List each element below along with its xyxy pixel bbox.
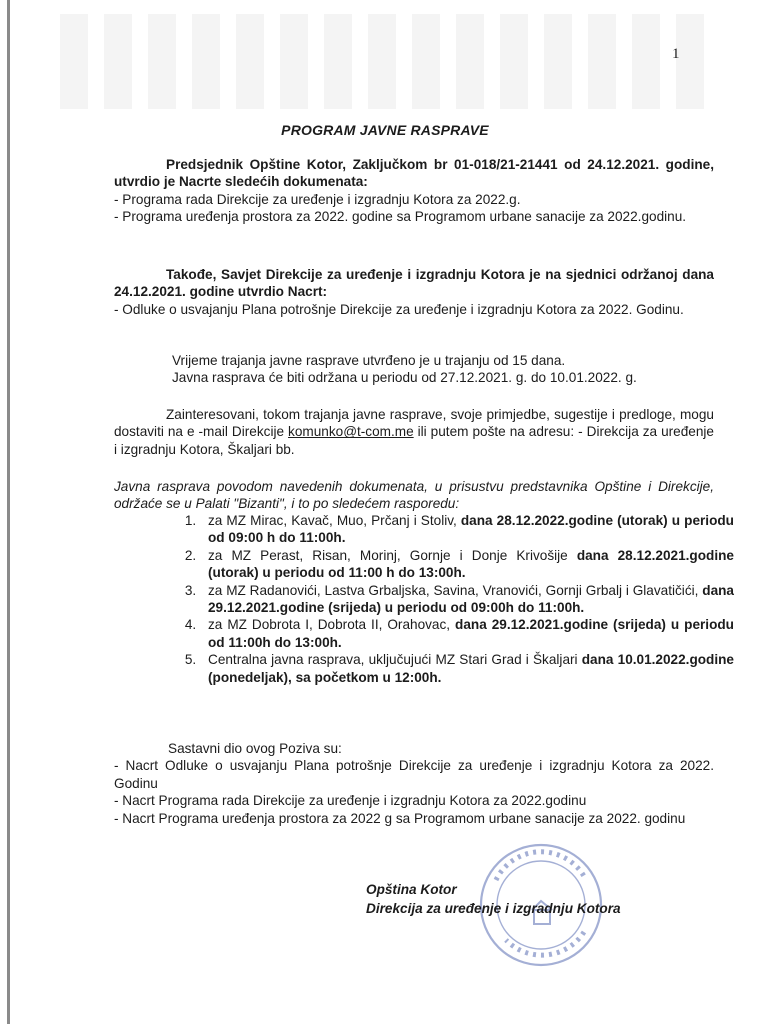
schedule-item: 4. za MZ Dobrota I, Dobrota II, Orahovac, dana 29.12.2021.godine (srijeda) u periodu od 11:00h do 13:00h. — [200, 616, 734, 651]
signature-line-opstina: Opština Kotor — [366, 882, 457, 897]
period-line: Javna rasprava će biti održana u periodu od 27.12.2021. g. do 10.01.2022. g. — [172, 370, 637, 386]
duration-line: Vrijeme trajanja javne rasprave utvrđeno je u trajanju od 15 dana. — [172, 353, 566, 368]
document-title: PROGRAM JAVNE RASPRAVE — [281, 122, 489, 138]
submission-text — [114, 406, 714, 458]
scan-page-edge — [7, 0, 10, 1024]
nacrt-item-program-rada: - Programa rada Direkcije za uređenje i izgradnju Kotora za 2022.g. — [114, 191, 521, 207]
schedule-list — [180, 512, 734, 686]
paragraph-nacrti-intro: Predsjednik Opštine Kotor, Zaključkom br 01-018/21-21441 od 24.12.2021. godine, utvrdio je Nacrte sledećih dokumenata: — [114, 157, 714, 190]
paragraph-savjet-intro: Takođe, Savjet Direkcije za uređenje i izgradnju Kotora je na sjednici održanoj dana 24.12.2021. godine utvrdio Nacrt: — [114, 267, 714, 300]
paragraph-duration — [172, 352, 714, 387]
signature-block — [366, 880, 621, 918]
schedule-item: 3. za MZ Radanovići, Lastva Grbaljska, Savina, Vranovići, Gornji Grbalj i Glavatičići, dana 29.12.2021.godine (srijeda) u periodu od 09:00h do 11:00h. — [200, 582, 734, 617]
paragraph-schedule-intro — [114, 478, 714, 513]
page-number: 1 — [672, 46, 680, 62]
schedule-item: 2. za MZ Perast, Risan, Morinj, Gornje i Donje Krivošije dana 28.12.2021.godine (utorak) u periodu od 11:00 h do 13:00h. — [200, 547, 734, 582]
paragraph-nacrti — [114, 156, 714, 226]
attachment-item: - Nacrt Programa uređenja prostora za 2022 g sa Programom urbane sanacije za 2022. godinu — [114, 810, 686, 826]
submission-before-email: Zainteresovani, tokom trajanja javne rasprave, svoje primjedbe, sugestije i predloge, mogu dostaviti na e -mail Direkcije — [114, 407, 714, 440]
nacrt-item-program-uredjenja: - Programa uređenja prostora za 2022. godine sa Programom urbane sanacije za 2022.godinu. — [114, 209, 687, 225]
attachment-item: - Nacrt Programa rada Direkcije za uređenje i izgradnju Kotora za 2022.godinu — [114, 793, 587, 809]
schedule-item: 1. za MZ Mirac, Kavač, Muo, Prčanj i Stoliv, dana 28.12.2022.godine (utorak) u periodu od 09:00 h do 11:00h. — [200, 512, 734, 547]
attachments-intro: Sastavni dio ovog Poziva su: — [168, 741, 342, 756]
nacrt-item-odluka: - Odluke o usvajanju Plana potrošnje Direkcije za uređenje i izgradnju Kotora za 2022. Godinu. — [114, 301, 684, 317]
signature-line-direkcija: Direkcija za uređenje i izgradnju Kotora — [366, 901, 621, 916]
attachment-item: - Nacrt Odluke o usvajanju Plana potrošnje Direkcije za uređenje i izgradnju Kotora za 2022. Godinu — [114, 758, 714, 791]
schedule-intro: Javna rasprava povodom navedenih dokumenata, u prisustvu predstavnika Opštine i Direkcije, održaće se u Palati "Bizanti", i to po sledećem rasporedu: — [114, 479, 714, 512]
scan-bleed-through — [60, 14, 720, 109]
paragraph-attachments — [114, 740, 714, 827]
paragraph-savjet — [114, 266, 714, 318]
email-link[interactable]: komunko@t-com.me — [288, 424, 414, 440]
paragraph-submission — [114, 406, 714, 458]
schedule-item: 5. Centralna javna rasprava, uključujući MZ Stari Grad i Škaljari dana 10.01.2022.godine (ponedeljak), sa početkom u 12:00h. — [200, 651, 734, 686]
submission-after-email: ili putem pošte na adresu: - Direkcija za uređenje i izgradnju Kotora, Škaljari bb. — [114, 424, 714, 457]
